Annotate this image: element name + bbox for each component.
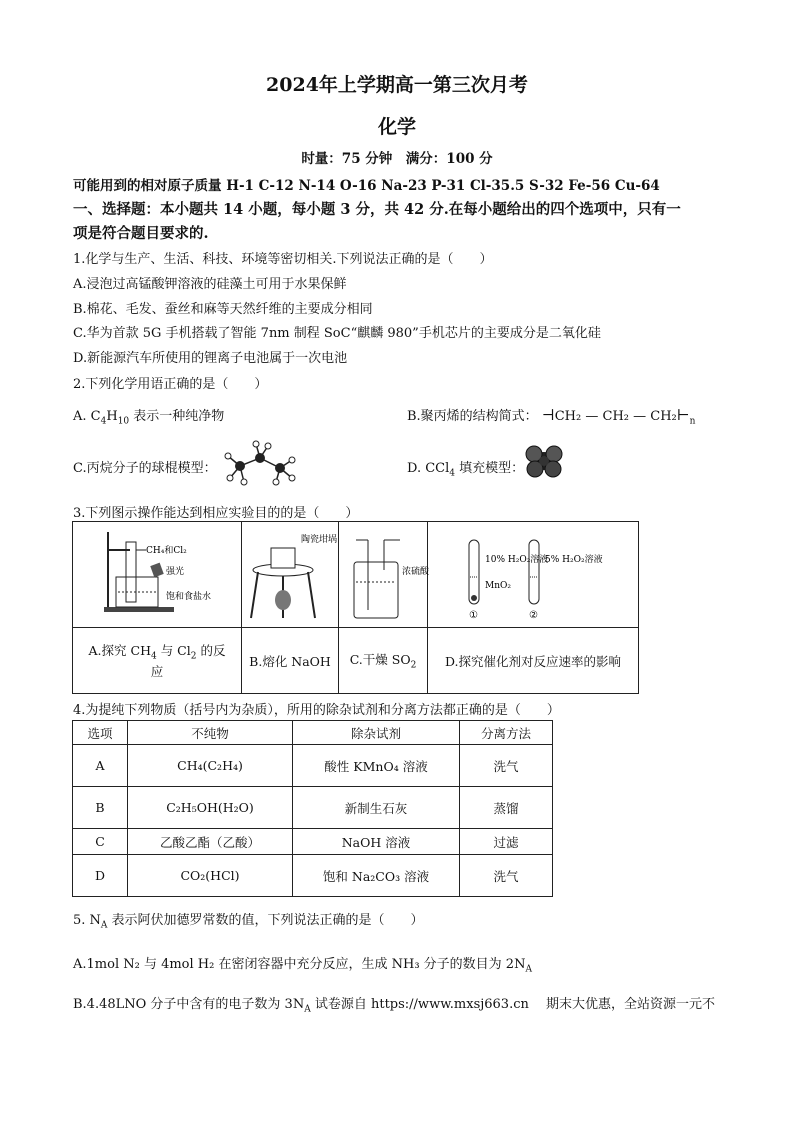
q3-option-a: A.探究 $CH_4$ 与 $Cl_2$ 的反 应	[73, 628, 242, 694]
q3-image-a	[73, 522, 242, 628]
q1-stem: 1.化学与生产、生活、科技、环境等密切相关.下列说法正确的是（ ）	[73, 252, 493, 267]
table-cell: A	[73, 745, 128, 787]
q4-header-reagent: 除杂试剂	[293, 721, 460, 745]
q4-stem: 4.为提纯下列物质（括号内为杂质），所用的除杂试剂和分离方法都正确的是（ ）	[73, 703, 560, 718]
q3-d-solution2-label: 5% H₂O₂溶液	[545, 555, 603, 565]
subject-title: 化学	[377, 116, 416, 138]
q1-option-b: B.棉花、毛发、蚕丝和麻等天然纤维的主要成分相同	[73, 302, 373, 317]
q3-c-acid-label: 浓硫酸	[402, 567, 430, 577]
q1-option-a: A.浸泡过高锰酸钾溶液的硅藻土可用于水果保鲜	[73, 277, 347, 292]
atomic-masses: 可能用到的相对原子质量 H-1 C-12 N-14 O-16 Na-23 P-31 Cl-35.5 S-32 Fe-56 Cu-64	[73, 178, 660, 194]
exam-title: 2024年上学期高一第三次月考	[266, 74, 528, 96]
q4-purification-table	[72, 720, 553, 897]
q3-a-light-label: 强光	[166, 567, 185, 577]
q3-image-c	[339, 522, 428, 628]
q2-option-d: D. CCl$_4$ 填充模型：	[407, 461, 525, 479]
table-cell: 乙酸乙酯（乙酸）	[128, 829, 293, 855]
q4-header-option: 选项	[73, 721, 128, 745]
q3-b-crucible-label: 陶瓷坩埚	[301, 535, 338, 545]
q5-option-a: A.1mol N₂ 与 4mol H₂ 在密闭容器中充分反应，生成 NH₃ 分子的数目为 $2N_A$	[73, 957, 532, 975]
q3-d-mno2-label: MnO₂	[485, 581, 511, 591]
propane-ball-stick-model-image	[222, 440, 298, 486]
q3-d-tube1-number: ①	[469, 610, 478, 621]
table-cell: 新制生石灰	[293, 787, 460, 829]
q3-image-d	[428, 522, 639, 628]
table-cell: CH₄(C₂H₄)	[128, 745, 293, 787]
h2o2-test-tubes-image	[429, 522, 637, 624]
q2-option-c: C.丙烷分子的球棍模型：	[73, 461, 217, 476]
table-cell: NaOH 溶液	[293, 829, 460, 855]
q3-option-c: C.干燥 $SO_2$	[339, 628, 428, 694]
ccl4-space-filling-model-image	[524, 444, 564, 478]
table-cell: B	[73, 787, 128, 829]
table-cell: 酸性 KMnO₄ 溶液	[293, 745, 460, 787]
gas-washing-bottle-image	[340, 522, 430, 624]
ch4-cl2-apparatus-image	[74, 522, 240, 624]
q4-header-impure: 不纯物	[128, 721, 293, 745]
q3-option-b: B.熔化 NaOH	[242, 628, 339, 694]
q3-option-d: D.探究催化剂对反应速率的影响	[428, 628, 639, 694]
table-cell: 蒸馏	[460, 787, 553, 829]
q4-header-method: 分离方法	[460, 721, 553, 745]
table-cell: 饱和 Na₂CO₃ 溶液	[293, 855, 460, 897]
table-cell: 洗气	[460, 855, 553, 897]
section-heading: 一、选择题：本小题共 14 小题，每小题 3 分，共 42 分.在每小题给出的四个选项中，只有一	[73, 201, 681, 218]
q3-image-b	[242, 522, 339, 628]
q2-option-a: A. $C_4H_{10}$ 表示一种纯净物	[73, 409, 225, 427]
q2-stem: 2.下列化学用语正确的是（ ）	[73, 377, 268, 392]
q3-d-tube2-number: ②	[529, 610, 538, 621]
table-cell: CO₂(HCl)	[128, 855, 293, 897]
crucible-heating-image	[243, 522, 337, 624]
q3-a-gas-label: CH₄和Cl₂	[146, 546, 187, 556]
q1-option-d: D.新能源汽车所使用的锂离子电池属于一次电池	[73, 351, 348, 366]
section-heading-cont: 项是符合题目要求的.	[73, 225, 209, 242]
q3-options-table	[72, 521, 639, 694]
table-cell: D	[73, 855, 128, 897]
table-cell: C	[73, 829, 128, 855]
q3-a-brine-label: 饱和食盐水	[166, 592, 212, 602]
q3-stem: 3.下列图示操作能达到相应实验目的的是（ ）	[73, 506, 359, 521]
q5-stem: 5. $N_A$ 表示阿伏加德罗常数的值，下列说法正确的是（ ）	[73, 913, 424, 931]
time-score-info: 时量：75 分钟 满分：100 分	[301, 151, 493, 167]
table-cell: 洗气	[460, 745, 553, 787]
q3-d-solution1-label: 10% H₂O₂溶液	[485, 555, 549, 565]
table-cell: C₂H₅OH(H₂O)	[128, 787, 293, 829]
table-cell: 过滤	[460, 829, 553, 855]
q1-option-c: C.华为首款 5G 手机搭载了智能 7nm 制程 SoC“麒麟 980”手机芯片的主要成分是二氧化硅	[73, 326, 601, 341]
q5-option-b: B.4.48LNO 分子中含有的电子数为 $3N_A$ 试卷源自 https://www.mxsj663.cn 期末大优惠，全站资源一元不	[73, 997, 716, 1015]
q2-option-b: B.聚丙烯的结构简式： ⊣CH₂ — CH₂ — $CH_2⊢_n$	[407, 406, 696, 427]
